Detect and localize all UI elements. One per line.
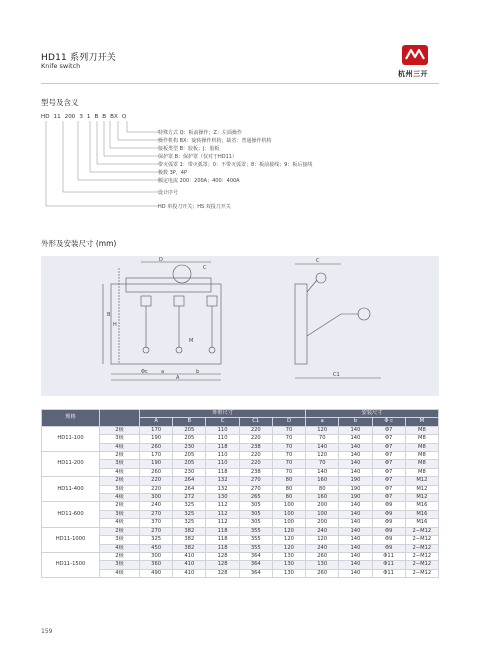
poles-cell: 3极 [100, 435, 140, 443]
table-row [42, 544, 439, 552]
poles-cell: 2极 [100, 552, 140, 560]
header-outline-group: 外形尺寸 [140, 410, 306, 418]
poles-cell: 3极 [100, 536, 140, 544]
dimension-cell: M8 [405, 443, 438, 451]
dimension-cell: 382 [173, 527, 206, 535]
dimension-cell: 118 [206, 468, 239, 476]
table-row [42, 494, 439, 502]
dimension-cell: 120 [306, 536, 339, 544]
dimension-cell: 190 [339, 485, 372, 493]
dimension-cell: 272 [173, 494, 206, 502]
page-title: HD11 系列刀开关 [41, 53, 117, 63]
model-cell: HD11-400 [42, 477, 100, 502]
dimension-cell: 80 [272, 477, 305, 485]
dimension-cell: Φ7 [372, 452, 405, 460]
page-subtitle: Knife switch [41, 62, 81, 70]
dimension-cell: 100 [306, 510, 339, 518]
dimension-cell: 2−M12 [405, 527, 438, 535]
dimension-cell: 110 [206, 460, 239, 468]
legend-item: 额定电流 200：200A；400：400A [158, 178, 240, 184]
dimension-cell: M16 [405, 510, 438, 518]
poles-cell: 3极 [100, 460, 140, 468]
dimension-cell: 140 [339, 435, 372, 443]
poles-cell: 2极 [100, 502, 140, 510]
dimension-cell: M8 [405, 468, 438, 476]
header-poles [100, 410, 140, 427]
header-model: 规格 [42, 410, 100, 427]
dimension-cell: 118 [206, 544, 239, 552]
dimension-cell: 240 [306, 527, 339, 535]
dim-label-phic: Φc [141, 369, 148, 375]
dimension-cell: 2−M12 [405, 561, 438, 569]
dimension-cell: Φ11 [372, 561, 405, 569]
dimension-section-heading: 外形及安装尺寸 (mm) [41, 239, 117, 248]
dimension-cell: 112 [206, 502, 239, 510]
dimension-cell: 110 [206, 426, 239, 434]
table-row [42, 561, 439, 569]
table-row [42, 443, 439, 451]
dimension-cell: 140 [339, 527, 372, 535]
dimension-cell: 160 [306, 494, 339, 502]
dimension-cell: 200 [306, 519, 339, 527]
dimension-cell: 128 [206, 561, 239, 569]
dimension-cell: Φ7 [372, 485, 405, 493]
dimension-cell: 120 [272, 536, 305, 544]
dimension-cell: 325 [140, 536, 173, 544]
header-install-group: 安装尺寸 [306, 410, 439, 418]
table-row [42, 527, 439, 535]
dimension-cell: 265 [239, 494, 272, 502]
dimension-cell: 130 [272, 552, 305, 560]
dimension-cell: 370 [140, 519, 173, 527]
dimension-cell: Φ7 [372, 443, 405, 451]
dimension-cell: 128 [206, 552, 239, 560]
dimension-cell: Φ7 [372, 477, 405, 485]
dim-label-m: M [189, 338, 194, 344]
dimension-cell: 2−M12 [405, 544, 438, 552]
dimension-cell: 70 [272, 426, 305, 434]
dimension-cell: 100 [272, 519, 305, 527]
dimension-cell: 230 [173, 443, 206, 451]
code-part: B [94, 114, 99, 120]
dimension-cell: 2−M12 [405, 569, 438, 577]
model-cell: HD11-600 [42, 502, 100, 527]
dimension-cell: 325 [173, 502, 206, 510]
dimension-cell: 410 [173, 561, 206, 569]
subheader-cell: B [173, 418, 206, 426]
side-view-drawing [295, 264, 381, 378]
dimension-cell: 260 [306, 552, 339, 560]
table-row [42, 510, 439, 518]
dimension-cell: 220 [239, 460, 272, 468]
dimension-cell: Φ11 [372, 552, 405, 560]
model-cell: HD11-1000 [42, 527, 100, 552]
dimension-cell: 264 [173, 477, 206, 485]
subheader-cell: b [339, 418, 372, 426]
dim-label-b-small: b [196, 369, 200, 375]
dimension-cell: 355 [239, 536, 272, 544]
legend-item: 极数 3P，4P [158, 170, 187, 176]
dimension-cell: 190 [339, 477, 372, 485]
subheader-cell: a [306, 418, 339, 426]
dimension-cell: Φ7 [372, 426, 405, 434]
dimension-cell: 118 [206, 527, 239, 535]
legend-item: 接板类型 B：胶板；J：胶板 [158, 146, 220, 152]
dimension-cell: 80 [272, 485, 305, 493]
dimension-cell: 205 [173, 452, 206, 460]
model-cell: HD11-100 [42, 426, 100, 451]
dimension-cell: Φ9 [372, 536, 405, 544]
dimension-cell: Φ7 [372, 460, 405, 468]
subheader-cell: C1 [239, 418, 272, 426]
dimension-cell: 220 [239, 435, 272, 443]
dimension-cell: 300 [140, 552, 173, 560]
dimension-cell: 70 [272, 468, 305, 476]
dimension-cell: Φ9 [372, 519, 405, 527]
dimension-cell: 382 [173, 536, 206, 544]
code-part: Q [121, 114, 127, 120]
dimension-cell: 190 [140, 435, 173, 443]
dimension-cell: 140 [339, 460, 372, 468]
dimension-cell: 132 [206, 485, 239, 493]
table-row [42, 536, 439, 544]
dimension-cell: 170 [140, 452, 173, 460]
dimension-cell: 490 [140, 569, 173, 577]
dimension-cell: 140 [339, 443, 372, 451]
legend-item: 特殊方式 Q：板前操作；Z：左面操作 [158, 130, 242, 136]
table-row [42, 569, 439, 577]
dimension-cell: Φ7 [372, 468, 405, 476]
dimension-cell: 130 [272, 569, 305, 577]
dimension-cell: M8 [405, 426, 438, 434]
dimension-cell: 364 [239, 552, 272, 560]
dimension-cell: 270 [239, 485, 272, 493]
dimension-cell: 140 [339, 536, 372, 544]
dimension-cell: 305 [239, 519, 272, 527]
dimension-cell: 325 [173, 510, 206, 518]
dimension-cell: 238 [239, 443, 272, 451]
dimension-cell: 140 [306, 468, 339, 476]
poles-cell: 2极 [100, 452, 140, 460]
dimension-cell: 220 [239, 452, 272, 460]
dim-label-a: A [176, 375, 180, 381]
dimension-cell: 118 [206, 536, 239, 544]
dimension-cell: 130 [306, 561, 339, 569]
side-label-c: C [316, 258, 320, 264]
dimension-cell: 364 [239, 561, 272, 569]
dimension-cell: 220 [140, 485, 173, 493]
dimension-cell: 70 [306, 460, 339, 468]
dimension-cell: 140 [306, 443, 339, 451]
table-row [42, 519, 439, 527]
dimension-cell: 120 [272, 527, 305, 535]
code-part: BX [110, 114, 118, 120]
dimension-cell: Φ7 [372, 435, 405, 443]
model-cell: HD11-1500 [42, 552, 100, 577]
dimension-cell: 230 [173, 468, 206, 476]
dimension-cell: 260 [306, 569, 339, 577]
dimension-cell: 100 [272, 510, 305, 518]
dimension-cell: 120 [272, 544, 305, 552]
dimension-cell: 80 [306, 485, 339, 493]
page-number: 159 [41, 628, 53, 635]
legend-item: 设计序号 [158, 190, 179, 196]
dim-label-a-small: a [161, 369, 165, 375]
dimension-cell: 110 [206, 435, 239, 443]
poles-cell: 3极 [100, 485, 140, 493]
model-cell: HD11-200 [42, 452, 100, 477]
dimension-cell: 190 [339, 494, 372, 502]
subheader-cell: Φ c [372, 418, 405, 426]
dimension-cell: 264 [173, 485, 206, 493]
poles-cell: 4极 [100, 569, 140, 577]
dimension-cell: 325 [173, 519, 206, 527]
code-part: 11 [53, 114, 61, 120]
dimension-cell: 200 [306, 502, 339, 510]
dimension-cell: 132 [206, 477, 239, 485]
dimension-cell: 110 [206, 452, 239, 460]
subheader-cell: A [140, 418, 173, 426]
dimension-cell: 70 [272, 443, 305, 451]
front-view-drawing [103, 262, 221, 380]
dimension-cell: 205 [173, 460, 206, 468]
poles-cell: 2极 [100, 426, 140, 434]
table-row [42, 477, 439, 485]
dimension-cell: 160 [306, 477, 339, 485]
dimension-cell: 205 [173, 435, 206, 443]
dimension-cell: 100 [272, 502, 305, 510]
code-part: 200 [64, 114, 76, 120]
dimension-cell: 364 [239, 569, 272, 577]
dimension-cell: 205 [173, 426, 206, 434]
dimension-cell: 120 [306, 452, 339, 460]
legend-item: 操作机构 BX：旋转操作机构；缺省：普通操作机构 [158, 138, 272, 144]
dimension-cell: 190 [140, 460, 173, 468]
brand-name: 杭州三开 [398, 70, 428, 78]
dimension-figure-panel [41, 256, 439, 396]
dimension-cell: 70 [272, 435, 305, 443]
dimension-cell: M12 [405, 477, 438, 485]
dimension-cell: 140 [339, 510, 372, 518]
code-part: B [102, 114, 107, 120]
dimension-cell: 360 [140, 561, 173, 569]
dimension-cell: 220 [239, 426, 272, 434]
dimension-cell: Φ9 [372, 502, 405, 510]
switch-drawing [41, 256, 439, 396]
dimension-cell: 120 [306, 426, 339, 434]
dimension-cell: 140 [339, 468, 372, 476]
table-row [42, 426, 439, 434]
dimension-cell: 305 [239, 502, 272, 510]
dimension-cell: 130 [206, 494, 239, 502]
dimension-cell: 140 [339, 502, 372, 510]
dimension-cell: 270 [239, 477, 272, 485]
dimension-cell: 300 [140, 494, 173, 502]
dimension-cell: Φ9 [372, 510, 405, 518]
legend-item: 带灭弧罩 1：带灭弧罩；0：不带灭弧罩；8：板前接线；9：板后接线 [158, 162, 313, 168]
dimension-cell: 305 [239, 510, 272, 518]
code-part: 1 [86, 114, 91, 120]
dimension-cell: 70 [306, 435, 339, 443]
table-row [42, 552, 439, 560]
dimension-cell: 355 [239, 544, 272, 552]
table-row [42, 435, 439, 443]
dim-label-b: B [107, 312, 111, 318]
dimension-cell: 355 [239, 527, 272, 535]
dimension-cell: Φ7 [372, 494, 405, 502]
dimension-cell: 70 [272, 460, 305, 468]
dimension-cell: M8 [405, 435, 438, 443]
dim-label-c: C [203, 265, 207, 271]
model-code-leader-lines [41, 120, 161, 216]
poles-cell: 3极 [100, 510, 140, 518]
logo-mark-icon [402, 45, 428, 65]
dimension-cell: 112 [206, 510, 239, 518]
spec-table [41, 409, 439, 578]
dimension-cell: 140 [339, 426, 372, 434]
dimension-cell: 450 [140, 544, 173, 552]
code-part: HD [41, 114, 50, 120]
dimension-cell: M12 [405, 485, 438, 493]
dimension-cell: M16 [405, 519, 438, 527]
dimension-cell: 140 [339, 452, 372, 460]
table-row [42, 502, 439, 510]
dimension-cell: 118 [206, 443, 239, 451]
dimension-cell: 260 [140, 443, 173, 451]
table-row [42, 485, 439, 493]
dimension-cell: 112 [206, 519, 239, 527]
dimension-cell: 410 [173, 552, 206, 560]
dimension-cell: 170 [140, 426, 173, 434]
dimension-cell: Φ9 [372, 527, 405, 535]
legend-item: 保护罩 B：保护罩（仅对于HD11） [158, 154, 237, 160]
poles-cell: 2极 [100, 527, 140, 535]
dimension-cell: Φ11 [372, 569, 405, 577]
dim-label-h: H [113, 322, 117, 328]
table-row [42, 460, 439, 468]
dimension-cell: 382 [173, 544, 206, 552]
dimension-cell: 2−M12 [405, 552, 438, 560]
dimension-cell: M12 [405, 494, 438, 502]
side-label-c1: C1 [333, 372, 340, 378]
legend-item: HD 单投刀开关；HS 双投刀开关 [158, 204, 231, 210]
dimension-cell: 270 [140, 527, 173, 535]
subheader-cell: M [405, 418, 438, 426]
header-divider [41, 83, 439, 84]
dimension-cell: 140 [339, 519, 372, 527]
dimension-cell: M16 [405, 502, 438, 510]
poles-cell: 4极 [100, 443, 140, 451]
dimension-cell: 270 [140, 510, 173, 518]
dimension-cell: 140 [339, 561, 372, 569]
model-section-heading: 型号及含义 [41, 98, 79, 107]
dim-label-d: D [159, 257, 163, 263]
dimension-cell: Φ9 [372, 544, 405, 552]
dimension-cell: M8 [405, 452, 438, 460]
dimension-cell: 2−M12 [405, 536, 438, 544]
dimension-cell: 128 [206, 569, 239, 577]
dimension-cell: 140 [339, 569, 372, 577]
dimension-cell: 80 [272, 494, 305, 502]
poles-cell: 2极 [100, 477, 140, 485]
subheader-cell: C [206, 418, 239, 426]
poles-cell: 4极 [100, 519, 140, 527]
table-row [42, 452, 439, 460]
dimension-cell: 260 [140, 468, 173, 476]
code-part: 3 [79, 114, 83, 120]
table-row [42, 468, 439, 476]
subheader-cell: D [272, 418, 305, 426]
dimension-cell: 130 [272, 561, 305, 569]
poles-cell: 4极 [100, 468, 140, 476]
poles-cell: 3极 [100, 561, 140, 569]
dimension-cell: 220 [140, 477, 173, 485]
dimension-cell: 410 [173, 569, 206, 577]
dimension-cell: 238 [239, 468, 272, 476]
dimension-cell: M8 [405, 460, 438, 468]
poles-cell: 4极 [100, 544, 140, 552]
dimension-cell: 70 [272, 452, 305, 460]
dimension-cell: 240 [140, 502, 173, 510]
dimension-cell: 140 [339, 552, 372, 560]
dimension-cell: 240 [306, 544, 339, 552]
dimension-cell: 140 [339, 544, 372, 552]
brand-logo [402, 45, 428, 65]
poles-cell: 4极 [100, 494, 140, 502]
